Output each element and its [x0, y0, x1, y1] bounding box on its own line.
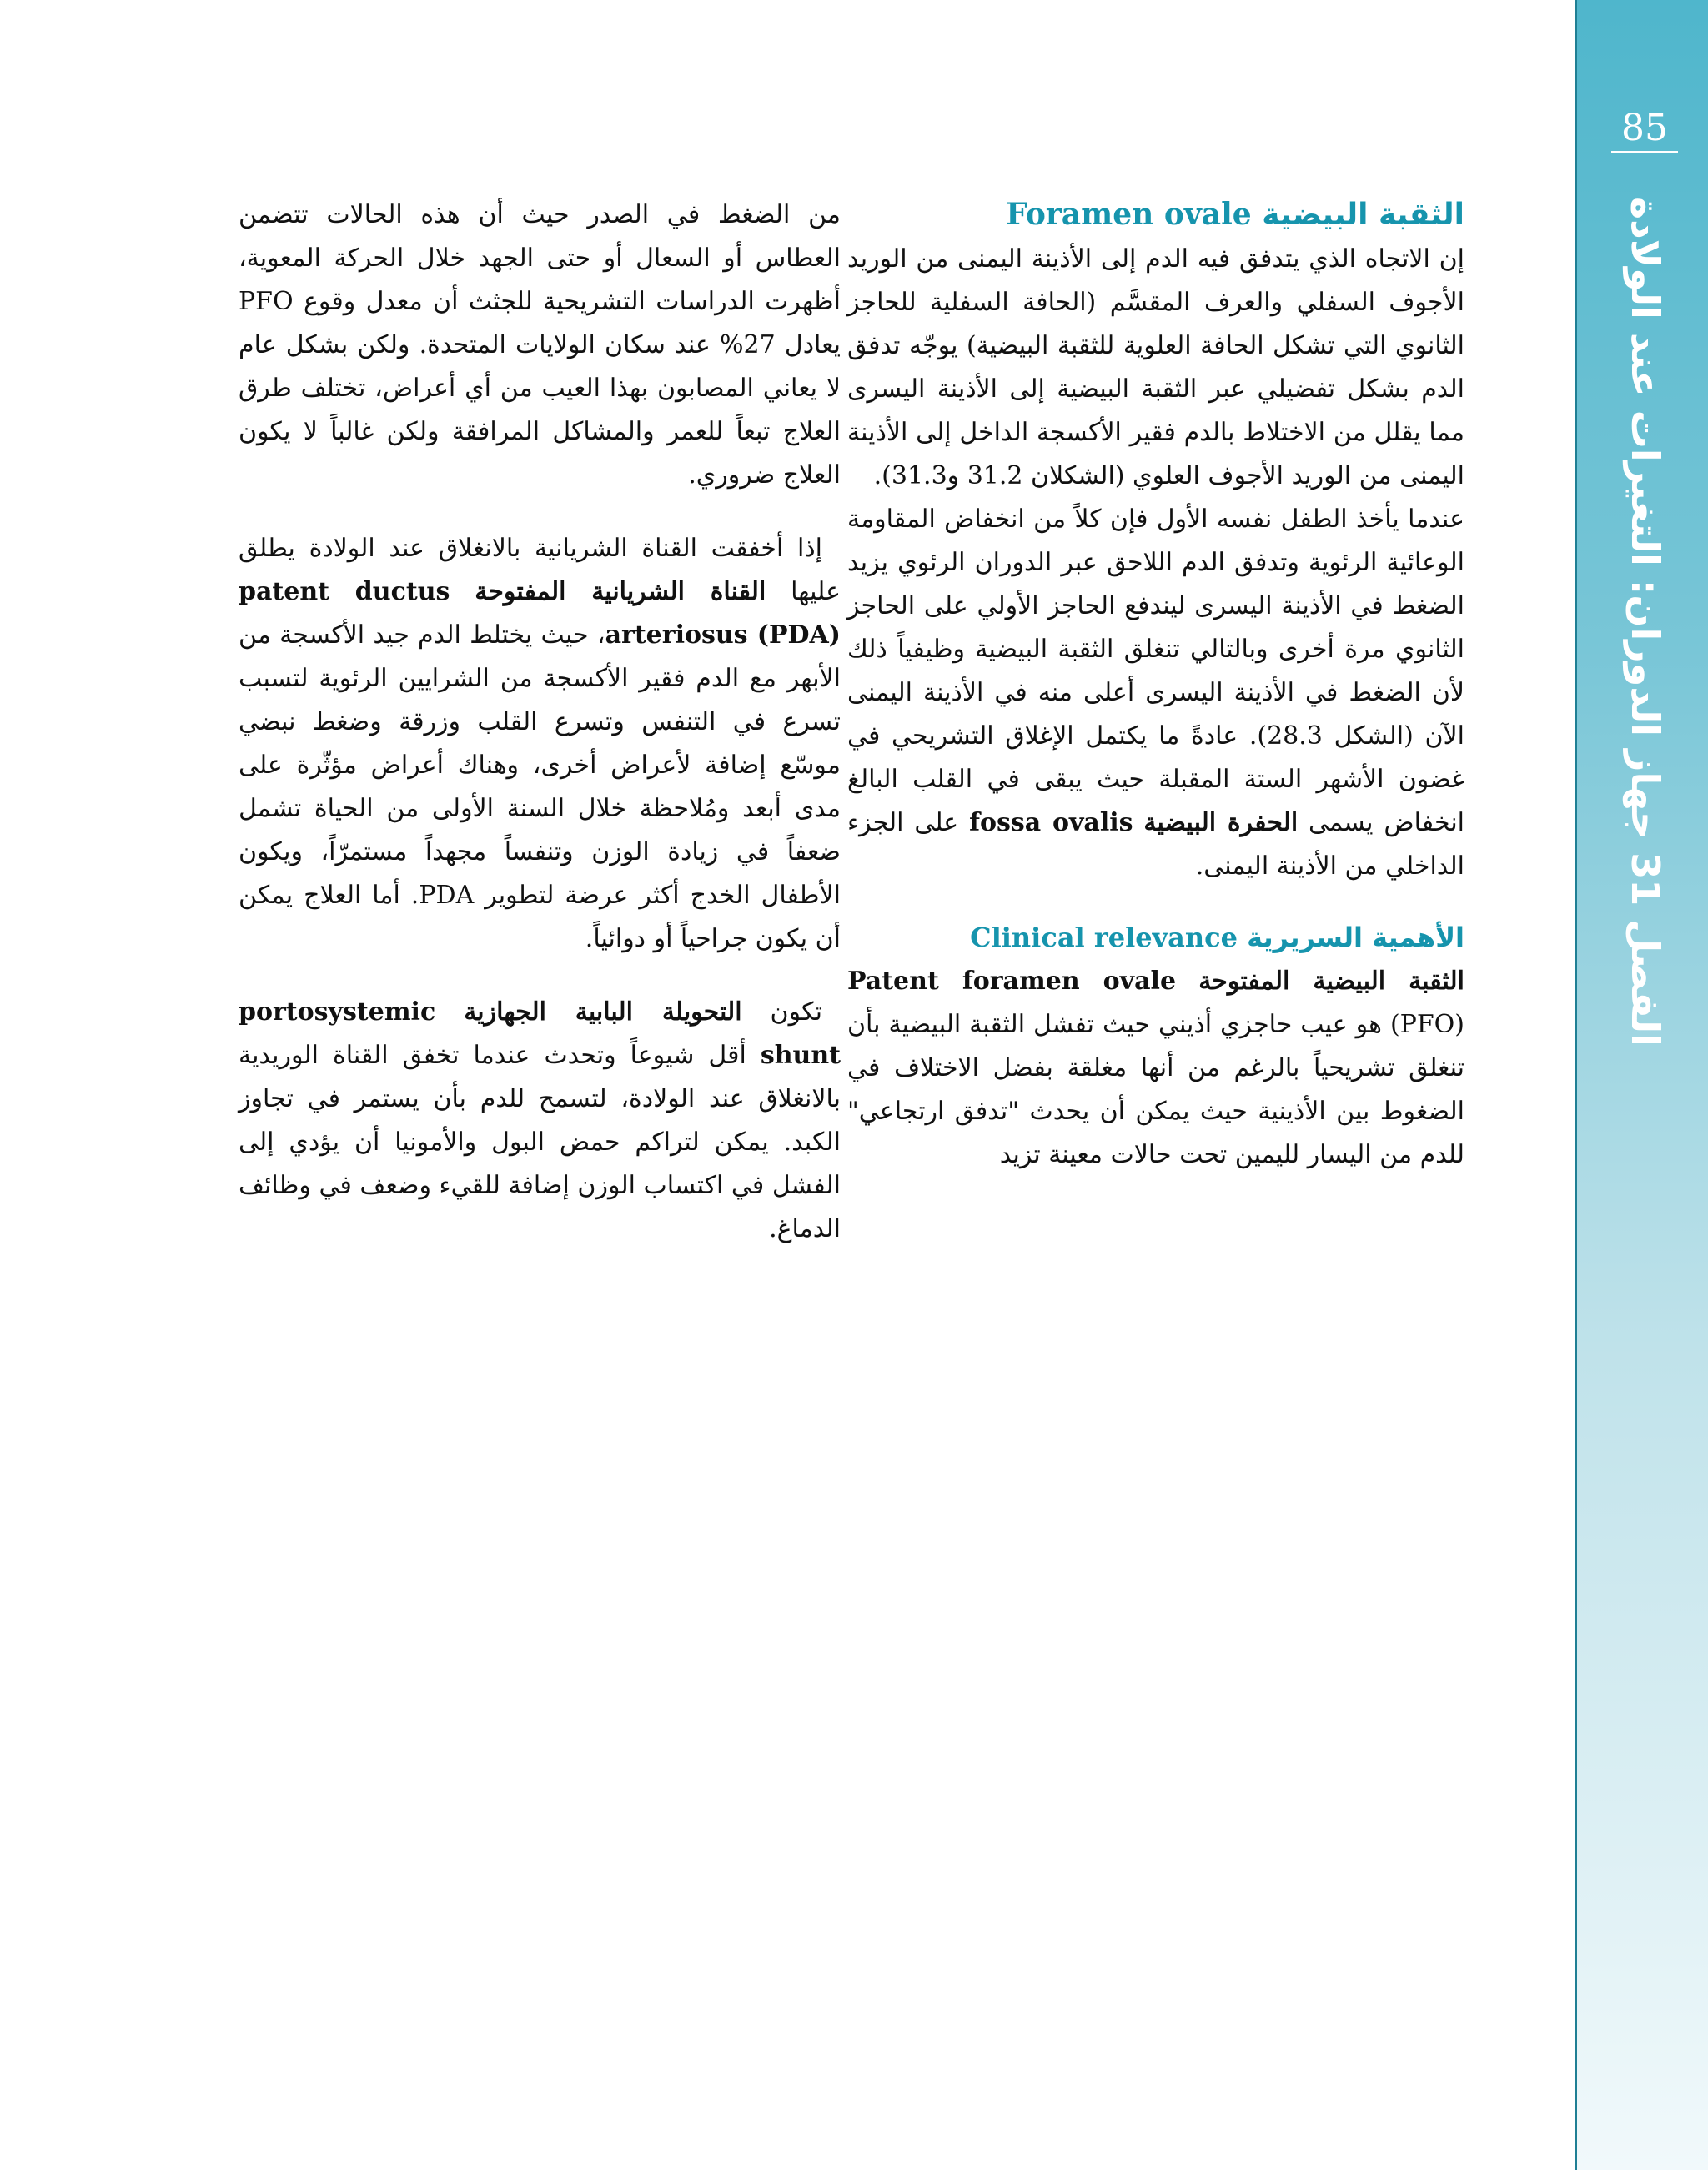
left-column — [239, 193, 841, 1251]
heading-clinical-latin: Clinical relevance — [970, 922, 1238, 953]
pda-text: ، حيث يختلط الدم جيد الأكسجة من الأبهر مع الدم فقير الأكسجة من الشرايين الرئوية لتسبب تسرع في التنفس وتسرع القلب وزرقة وضغط نبضي موسّع إضافة لأعراض أخرى، وهناك أعراض مؤثّرة على مدى أبعد ومُلاحظة خلال السنة الأولى من الحياة تشمل ضعفاً في زيادة الوزن وتنفساً مجهداً مستمرّاً، ويكون الأطفال الخدج أكثر عرضة لتطوير PDA. أما العلاج يمكن أن يكون جراحياً أو دوائياً. — [239, 620, 841, 953]
paragraph-flow-direction: إن الاتجاه الذي يتدفق فيه الدم إلى الأذينة اليمنى من الوريد الأجوف السفلي والعرف المقسَّم (الحافة السفلية للحاجز الثانوي التي تشكل الحافة العلوية للثقبة البيضية) يوجّه تدفق الدم بشكل تفضيلي عبر الثقبة البيضية إلى الأذينة اليسرى مما يقلل من الاختلاط بالدم فقير الأكسجة الداخل إلى الأذينة اليمنى من الوريد الأجوف العلوي (الشكلان 31.2 و31.3). — [847, 244, 1464, 490]
shunt-text: أقل شيوعاً وتحدث عندما تخفق القناة الوريدية بالانغلاق عند الولادة، لتسمح للدم بأن يستمر في تجاوز الكبد. يمكن لتراكم حمض البول والأمونيا أن يؤدي إلى الفشل في اكتساب الوزن إضافة للقيء وضعف في وظائف الدماغ. — [239, 1041, 841, 1243]
term-shunt-arabic: التحويلة البابية الجهازية — [464, 997, 742, 1027]
first-breath-text: عندما يأخذ الطفل نفسه الأول فإن كلاً من انخفاض المقاومة الوعائية الرئوية وتدفق الدم اللاحق عبر الدوران الرئوي يزيد الضغط في الأذينة اليسرى ليندفع الحاجز الأولي على الحاجز الثانوي مرة أخرى وبالتالي تنغلق الثقبة البيضية وظيفياً ذلك لأن الضغط في الأذينة اليسرى أعلى منه في الأذينة اليمنى الآن (الشكل 28.3). عادةً ما يكتمل الإغلاق التشريحي في غضون الأشهر الستة المقبلة حيث يبقى في القلب البالغ انخفاض يسمى — [847, 505, 1464, 837]
term-fossa-ovalis-arabic: الحفرة البيضية — [1143, 808, 1299, 837]
term-pfo-arabic: الثقبة البيضية المفتوحة — [1198, 967, 1465, 996]
paragraph-pda — [239, 527, 841, 961]
term-fossa-ovalis-latin: fossa ovalis — [969, 808, 1133, 837]
paragraph-pfo-continued: من الضغط في الصدر حيث أن هذه الحالات تتضمن العطاس أو السعال أو حتى الجهد خلال الحركة المعوية، أظهرت الدراسات التشريحية للجثث أن معدل وقوع PFO يعادل 27% عند سكان الولايات المتحدة. ولكن بشكل عام لا يعاني المصابون بهذا العيب من أي أعراض، تختلف طرق العلاج تبعاً للعمر والمشاكل المرافقة ولكن غالباً لا يكون العلاج ضروري. — [239, 200, 841, 490]
heading-foramen-ovale — [847, 193, 1464, 236]
paragraph-pfo — [847, 960, 1464, 1177]
term-shunt-latin: portosystemic shunt — [239, 997, 841, 1070]
paragraph-portosystemic-shunt — [239, 991, 841, 1251]
page-number: 85 — [1611, 107, 1678, 153]
heading-clinical-relevance — [847, 917, 1464, 958]
pda-intro: إذا أخفقت القناة الشريانية بالانغلاق عند الولادة يطلق عليها — [239, 534, 841, 606]
term-pda-latin: patent ductus arteriosus (PDA) — [239, 577, 841, 650]
chapter-sidebar — [1575, 0, 1708, 2170]
shunt-intro: تكون — [770, 997, 822, 1027]
first-breath-end: على الجزء الداخلي من الأذينة اليمنى. — [847, 808, 1464, 881]
chapter-title: الفصل 31 جهاز الدوران: التغيرات عند الولادة — [1623, 197, 1668, 1047]
heading-foramen-arabic: الثقبة البيضية — [1262, 198, 1464, 232]
paragraph-first-breath — [847, 498, 1464, 888]
pfo-text: (PFO) هو عيب حاجزي أذيني حيث تفشل الثقبة البيضية بأن تنغلق تشريحياً بالرغم من أنها مغلقة بفضل الاختلاف في الضغوط بين الأذينية حيث يمكن أن يحدث "تدفق ارتجاعي" للدم من اليسار لليمين تحت حالات معينة تزيد — [847, 1010, 1464, 1169]
term-pfo-latin: Patent foramen ovale — [847, 967, 1177, 996]
term-pda-arabic: القناة الشريانية المفتوحة — [475, 577, 766, 606]
heading-foramen-latin: Foramen ovale — [1006, 197, 1252, 232]
heading-clinical-arabic: الأهمية السريرية — [1247, 922, 1464, 953]
right-column — [847, 193, 1464, 1177]
